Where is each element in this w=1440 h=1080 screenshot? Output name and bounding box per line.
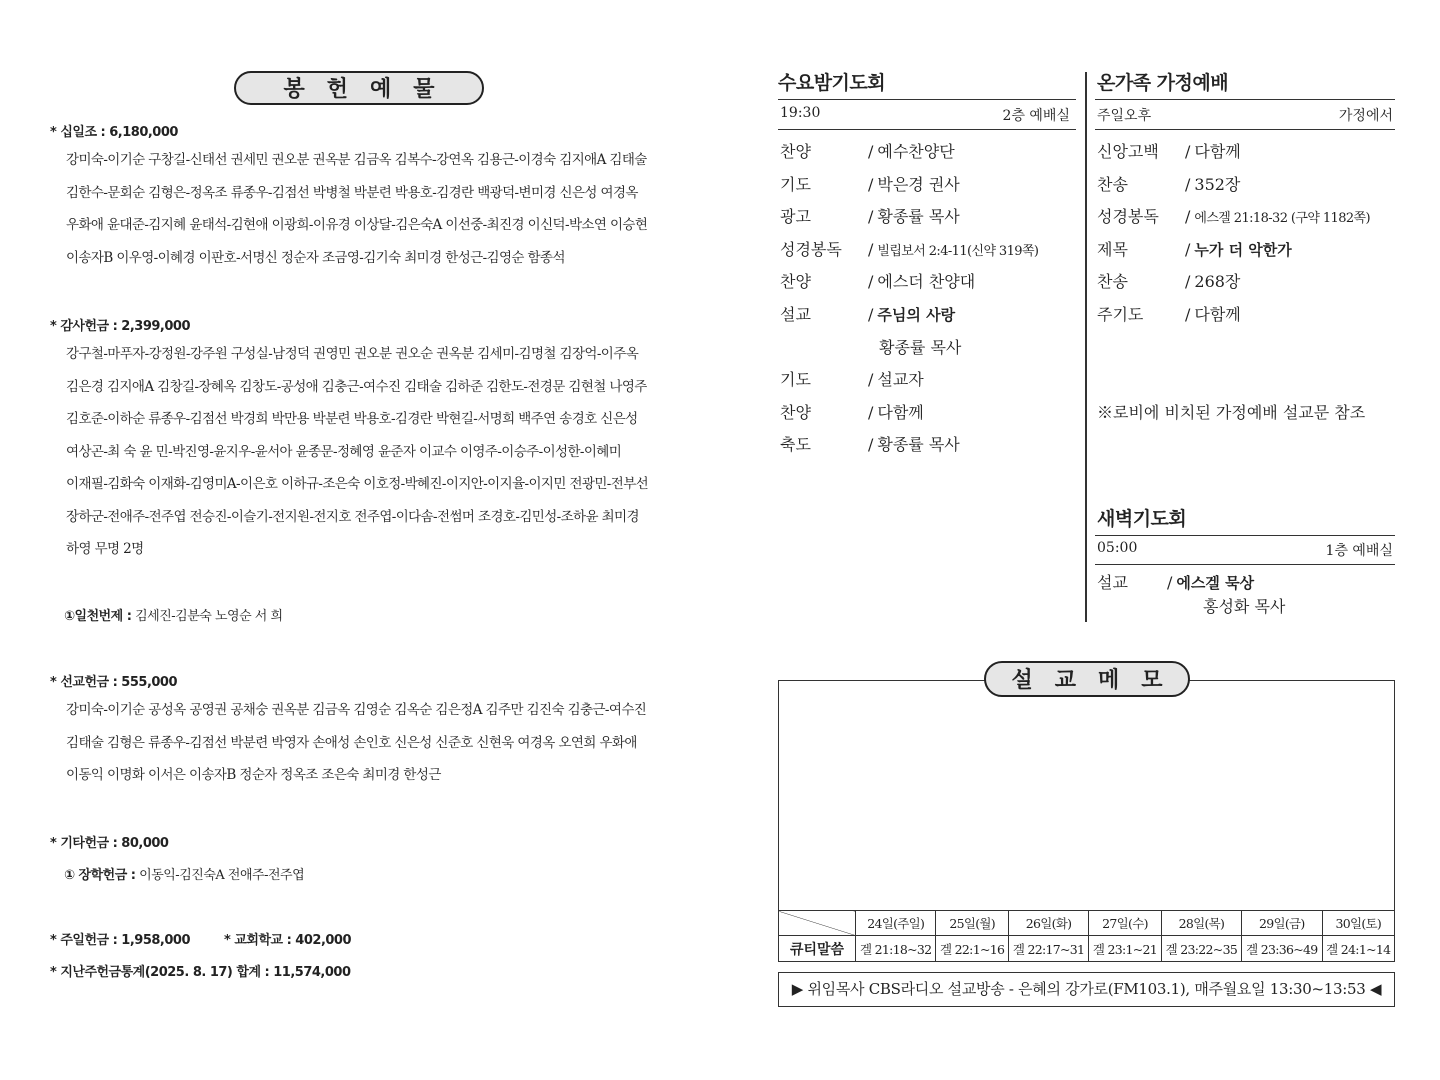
scholarship-line — [64, 864, 304, 883]
order-item: 홍성화 목사 — [1203, 597, 1286, 616]
order-item: 설교 / 주님의 사랑 — [780, 304, 956, 324]
family-meta — [1097, 105, 1393, 125]
divider — [778, 129, 1076, 130]
ilcheon-value: 김세진-김분숙 노영순 서 희 — [131, 609, 283, 624]
qt-verse: 겔 22:17~31 — [1008, 936, 1088, 962]
divider — [1095, 535, 1395, 536]
family-place: 가정에서 — [1338, 108, 1393, 124]
dawn-order — [1097, 568, 1285, 620]
qt-verse: 겔 22:1~16 — [936, 936, 1008, 962]
order-item: 기도 / 박은경 권사 — [780, 174, 960, 194]
order-item: 찬양 / 에스더 찬양대 — [780, 272, 976, 292]
offering-stats: * 지난주헌금통계(2025. 8. 17) 합계 : 11,574,000 — [50, 965, 351, 980]
wednesday-order — [780, 136, 1038, 462]
order-item: 황종률 목사 — [879, 337, 962, 357]
divider — [1095, 564, 1395, 565]
family-title: 온가족 가정예배 — [1097, 72, 1229, 94]
qt-table — [778, 910, 1395, 962]
radio-broadcast-banner: ▶ 위임목사 CBS라디오 설교방송 - 은혜의 강가로(FM103.1), 매주월요일 13:30~13:53 ◀ — [778, 972, 1395, 1007]
qt-verse: 겔 23:36~49 — [1242, 936, 1322, 962]
thanks-names — [66, 338, 666, 566]
dawn-place: 1층 예배실 — [1325, 543, 1393, 559]
order-item: 기도 / 설교자 — [780, 370, 924, 390]
order-item: 신앙고백 / 다함께 — [1097, 142, 1241, 161]
mission-names — [66, 694, 666, 792]
qt-day: 29일(금) — [1242, 911, 1322, 936]
offering-title: 봉헌예물 — [234, 71, 484, 105]
qt-day: 24일(주일) — [856, 911, 936, 936]
qt-day: 26일(화) — [1008, 911, 1088, 936]
qt-day: 28일(목) — [1161, 911, 1241, 936]
thanks-line: 하영 무명 2명 — [66, 541, 144, 557]
divider — [778, 99, 1076, 100]
thanks-line: 김호준-이하순 류종우-김점선 박경희 박만용 박분련 박용호-김경란 박현길-서명희 백주연 송경호 신은성 — [66, 411, 638, 427]
wednesday-place: 2층 예배실 — [1002, 108, 1070, 124]
scholarship-value: 이동익-김진숙A 전애주-전주엽 — [135, 868, 305, 883]
order-item: 찬양 / 예수찬양단 — [780, 142, 955, 161]
order-item: 설교 / 에스겔 묵상 — [1097, 573, 1255, 592]
family-time: 주일오후 — [1097, 108, 1152, 124]
dawn-meta — [1097, 540, 1393, 559]
order-item: 성경봉독 / 빌립보서 2:4-11(신약 319쪽) — [780, 239, 1039, 259]
wednesday-time: 19:30 — [780, 105, 821, 121]
qt-day: 25일(월) — [936, 911, 1008, 936]
sunday-offering: * 주일헌금 : 1,958,000 — [50, 933, 191, 948]
order-item: 제목 / 누가 더 악한가 — [1097, 239, 1292, 259]
order-item: 주기도 / 다함께 — [1097, 304, 1241, 324]
tithe-heading: * 십일조 : 6,180,000 — [50, 125, 178, 140]
qt-label: 큐티말씀 — [779, 936, 856, 962]
thanks-line: 장하군-전애주-전주엽 전승진-이슬기-전지원-전지호 전주엽-이다솜-전썸머 조경호-김민성-조하윤 최미경 — [66, 508, 639, 525]
qt-day: 27일(수) — [1089, 911, 1161, 936]
tithe-line: 이송자B 이우영-이혜경 이판호-서명신 정순자 조금영-김기숙 최미경 한성근-김영순 함종석 — [66, 249, 565, 266]
order-item: 축도 / 황종률 목사 — [780, 435, 960, 455]
qt-verse: 겔 24:1~14 — [1322, 936, 1394, 962]
qt-day: 30일(토) — [1322, 911, 1394, 936]
tithe-names — [66, 144, 666, 274]
mission-line: 김태술 김형은 류종우-김점선 박분련 박영자 손애성 손인호 신은성 신준호 신현욱 여경옥 오연희 우화애 — [66, 734, 637, 751]
ilcheon-line — [64, 605, 283, 624]
thanks-line: 이재필-김화숙 이재화-김영미A-이은호 이하규-조은숙 이호정-박혜진-이지안-이지율-이지민 전광민-전부선 — [66, 476, 649, 492]
order-item: 광고 / 황종률 목사 — [780, 207, 960, 227]
divider — [1095, 99, 1395, 100]
scholarship-label: ① 장학헌금 : — [64, 868, 136, 883]
mission-line: 강미숙-이기순 공성옥 공영권 공채숭 권옥분 김금옥 김영순 김옥순 김은정A 김주만 김진숙 김충근-여수진 — [66, 702, 647, 718]
tithe-line: 우화애 윤대준-김지혜 윤태석-김현애 이광희-이유경 이상달-김은숙A 이선중-최진경 이신덕-박소연 이승현 — [66, 217, 648, 233]
table-corner — [779, 911, 856, 936]
order-item: 찬송 / 268장 — [1097, 272, 1241, 292]
column-divider — [1085, 72, 1087, 622]
order-item: 성경봉독 / 에스겔 21:18-32 (구약 1182쪽) — [1097, 207, 1370, 227]
sermon-memo-title: 설교메모 — [984, 661, 1190, 697]
thanks-line: 여상곤-최 숙 윤 민-박진영-윤지우-윤서아 윤종문-정혜영 윤준자 이교수 이영주-이승주-이성한-이혜미 — [66, 443, 622, 460]
qt-verse: 겔 23:22~35 — [1161, 936, 1241, 962]
school-offering: * 교회학교 : 402,000 — [224, 933, 352, 948]
wednesday-title: 수요밤기도회 — [778, 72, 886, 94]
other-heading: * 기타헌금 : 80,000 — [50, 836, 169, 851]
thanks-line: 강구철-마푸자-강정원-강주원 구성실-남정덕 권영민 권오분 권오순 권옥분 김세미-김명철 김장억-이주옥 — [66, 346, 639, 362]
order-item: 찬송 / 352장 — [1097, 174, 1241, 194]
family-order — [1097, 136, 1370, 332]
wednesday-meta — [780, 105, 1070, 124]
divider — [1095, 129, 1395, 130]
order-item: 찬양 / 다함께 — [780, 402, 924, 422]
family-note: ※로비에 비치된 가정예배 설교문 참조 — [1097, 403, 1366, 422]
dawn-title: 새벽기도회 — [1097, 508, 1187, 530]
tithe-line: 강미숙-이기순 구창길-신태선 권세민 권오분 권옥분 김금옥 김복수-강연옥 김용근-이경숙 김지애A 김태술 — [66, 152, 647, 168]
thanks-heading: * 감사헌금 : 2,399,000 — [50, 319, 191, 334]
ilcheon-label: ①일천번제 : — [64, 609, 132, 624]
dawn-time: 05:00 — [1097, 540, 1138, 556]
thanks-line: 김은경 김지애A 김창길-장혜옥 김창도-공성애 김충근-여수진 김태술 김하준 김한도-전경문 김현철 나영주 — [66, 378, 647, 395]
mission-heading: * 선교헌금 : 555,000 — [50, 675, 178, 690]
qt-verse: 겔 21:18~32 — [856, 936, 936, 962]
mission-line: 이동익 이명화 이서은 이송자B 정순자 정옥조 조은숙 최미경 한성근 — [66, 767, 441, 783]
qt-verse: 겔 23:1~21 — [1089, 936, 1161, 962]
tithe-line: 김한수-문회순 김형은-정옥조 류종우-김점선 박병철 박분련 박용호-김경란 백광덕-변미경 신은성 여경옥 — [66, 184, 638, 201]
